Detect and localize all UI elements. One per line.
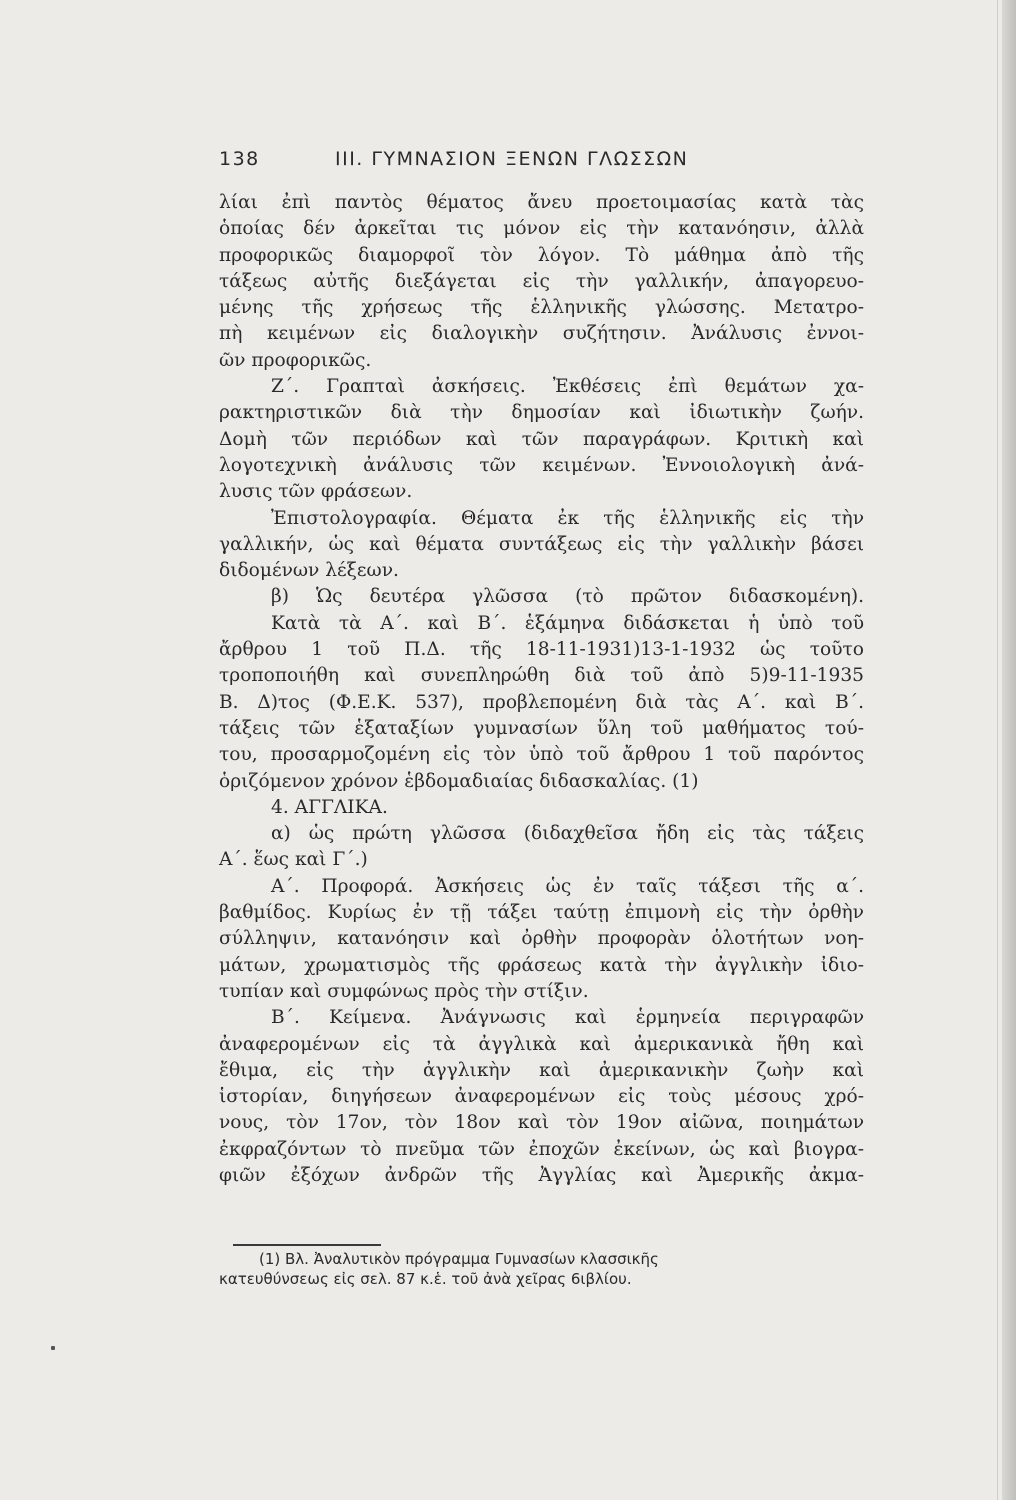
text-line: μάτων, χρωματισμὸς τῆς φράσεως κατὰ τὴν ἀγγλικὴν ἰδιο-: [219, 954, 864, 976]
text-line: Ζ΄. Γραπταὶ ἀσκήσεις. Ἐκθέσεις ἐπὶ θεμάτων χα-: [271, 376, 864, 398]
ink-speck: [51, 1346, 55, 1350]
body-text: [219, 190, 864, 1189]
text-line: ρακτηριστικῶν διὰ τὴν δημοσίαν καὶ ἰδιωτικὴν ζωήν.: [219, 402, 864, 424]
text-line: α) ὡς πρώτη γλῶσσα (διδαχθεῖσα ἤδη εἰς τὰς τάξεις: [271, 823, 864, 845]
footnote-line: (1) Βλ. Ἀναλυτικὸν πρόγραμμα Γυμνασίων κλασσικῆς: [259, 1250, 659, 1268]
text-line: Β. Δ)τος (Φ.Ε.Κ. 537), προβλεπομένη διὰ τὰς Α΄. καὶ Β΄.: [219, 691, 864, 713]
footnote: [219, 1250, 864, 1289]
text-line: τάξεις τῶν ἑξαταξίων γυμνασίων ὕλη τοῦ μαθήματος τού-: [219, 717, 864, 739]
page-number: 138: [219, 148, 260, 170]
text-line: ὁριζόμενον χρόνον ἑβδομαδιαίας διδασκαλίας. (1): [219, 770, 699, 792]
text-line: λίαι ἐπὶ παντὸς θέματος ἄνευ προετοιμασίας κατὰ τὰς: [219, 192, 864, 213]
footnote-rule: [233, 1244, 381, 1246]
text-line: γαλλικήν, ὡς καὶ θέματα συντάξεως εἰς τὴν γαλλικὴν βάσει: [219, 533, 864, 555]
text-line: ἐκφραζόντων τὸ πνεῦμα τῶν ἐποχῶν ἐκείνων, ὡς καὶ βιογρα-: [219, 1138, 864, 1160]
text-line: βαθμίδος. Κυρίως ἐν τῇ τάξει ταύτῃ ἐπιμονὴ εἰς τὴν ὀρθὴν: [219, 902, 864, 924]
text-line: Β΄. Κείμενα. Ἀνάγνωσις καὶ ἑρμηνεία περιγραφῶν: [271, 1007, 864, 1029]
text-line: προφορικῶς διαμορφοῖ τὸν λόγον. Τὸ μάθημα ἀπὸ τῆς: [219, 244, 864, 266]
text-line: Ἐπιστολογραφία. Θέματα ἐκ τῆς ἑλληνικῆς εἰς τὴν: [271, 507, 864, 529]
running-title: ΙΙΙ. ΓΥΜΝΑΣΙΟΝ ΞΕΝΩΝ ΓΛΩΣΣΩΝ: [335, 148, 689, 170]
running-header: [219, 148, 759, 172]
text-line: ὁποίας δέν ἀρκεῖται τις μόνον εἰς τὴν κατανόησιν, ἀλλὰ: [219, 218, 864, 240]
text-line: Α΄. Προφορά. Ἀσκήσεις ὡς ἐν ταῖς τάξεσι τῆς α΄.: [271, 875, 864, 897]
text-line: του, προσαρμοζομένη εἰς τὸν ὑπὸ τοῦ ἄρθρου 1 τοῦ παρόντος: [219, 744, 864, 766]
text-line: ἔθιμα, εἰς τὴν ἀγγλικὴν καὶ ἀμερικανικὴν ζωὴν καὶ: [219, 1059, 864, 1081]
text-line: τυπίαν καὶ συμφώνως πρὸς τὴν στίξιν.: [219, 980, 589, 1002]
text-line: ἀναφερομένων εἰς τὰ ἀγγλικὰ καὶ ἀμερικανικὰ ἤθη καὶ: [219, 1033, 864, 1055]
text-line: μένης τῆς χρήσεως τῆς ἑλληνικῆς γλώσσης. Μετατρο-: [219, 297, 864, 319]
text-line: σύλληψιν, κατανόησιν καὶ ὀρθὴν προφορὰν ὁλοτήτων νοη-: [219, 928, 864, 950]
text-line: 4. ΑΓΓΛΙΚΑ.: [271, 796, 388, 818]
text-line: ἄρθρου 1 τοῦ Π.Δ. τῆς 18-11-1931)13-1-1932 ὡς τοῦτο: [219, 639, 864, 661]
text-line: πὴ κειμένων εἰς διαλογικὴν συζήτησιν. Ἀνάλυσις ἐννοι-: [219, 323, 864, 345]
text-line: Α΄. ἕως καὶ Γ΄.): [219, 849, 368, 871]
page-edge-shadow: [1002, 0, 1016, 1500]
text-line: τροποποιήθη καὶ συνεπληρώθη διὰ τοῦ ἀπὸ 5)9-11-1935: [219, 665, 864, 687]
text-line: λογοτεχνικὴ ἀνάλυσις τῶν κειμένων. Ἐννοιολογικὴ ἀνά-: [219, 454, 864, 476]
text-line: νους, τὸν 17ον, τὸν 18ον καὶ τὸν 19ον αἰῶνα, ποιημάτων: [219, 1112, 864, 1134]
text-line: διδομένων λέξεων.: [219, 560, 399, 582]
text-line: τάξεως αὐτῆς διεξάγεται εἰς τὴν γαλλικήν, ἀπαγορευο-: [219, 270, 864, 292]
text-line: Κατὰ τὰ Α΄. καὶ Β΄. ἑξάμηνα διδάσκεται ἡ ὑπὸ τοῦ: [271, 612, 864, 634]
text-line: λυσις τῶν φράσεων.: [219, 481, 413, 503]
text-line: ἱστορίαν, διηγήσεων ἀναφερομένων εἰς τοὺς μέσους χρό-: [219, 1086, 864, 1108]
text-line: β) Ὡς δευτέρα γλῶσσα (τὸ πρῶτον διδασκομένη).: [271, 586, 864, 608]
text-line: ῶν προφορικῶς.: [219, 349, 372, 371]
footnote-line: κατευθύνσεως εἰς σελ. 87 κ.ἑ. τοῦ ἀνὰ χεῖρας 6ιβλίου.: [219, 1269, 632, 1288]
text-line: Δομὴ τῶν περιόδων καὶ τῶν παραγράφων. Κριτικὴ καὶ: [219, 428, 864, 450]
page-edge-line: [997, 0, 998, 1500]
text-line: φιῶν ἐξόχων ἀνδρῶν τῆς Ἀγγλίας καὶ Ἀμερικῆς ἀκμα-: [219, 1164, 864, 1186]
